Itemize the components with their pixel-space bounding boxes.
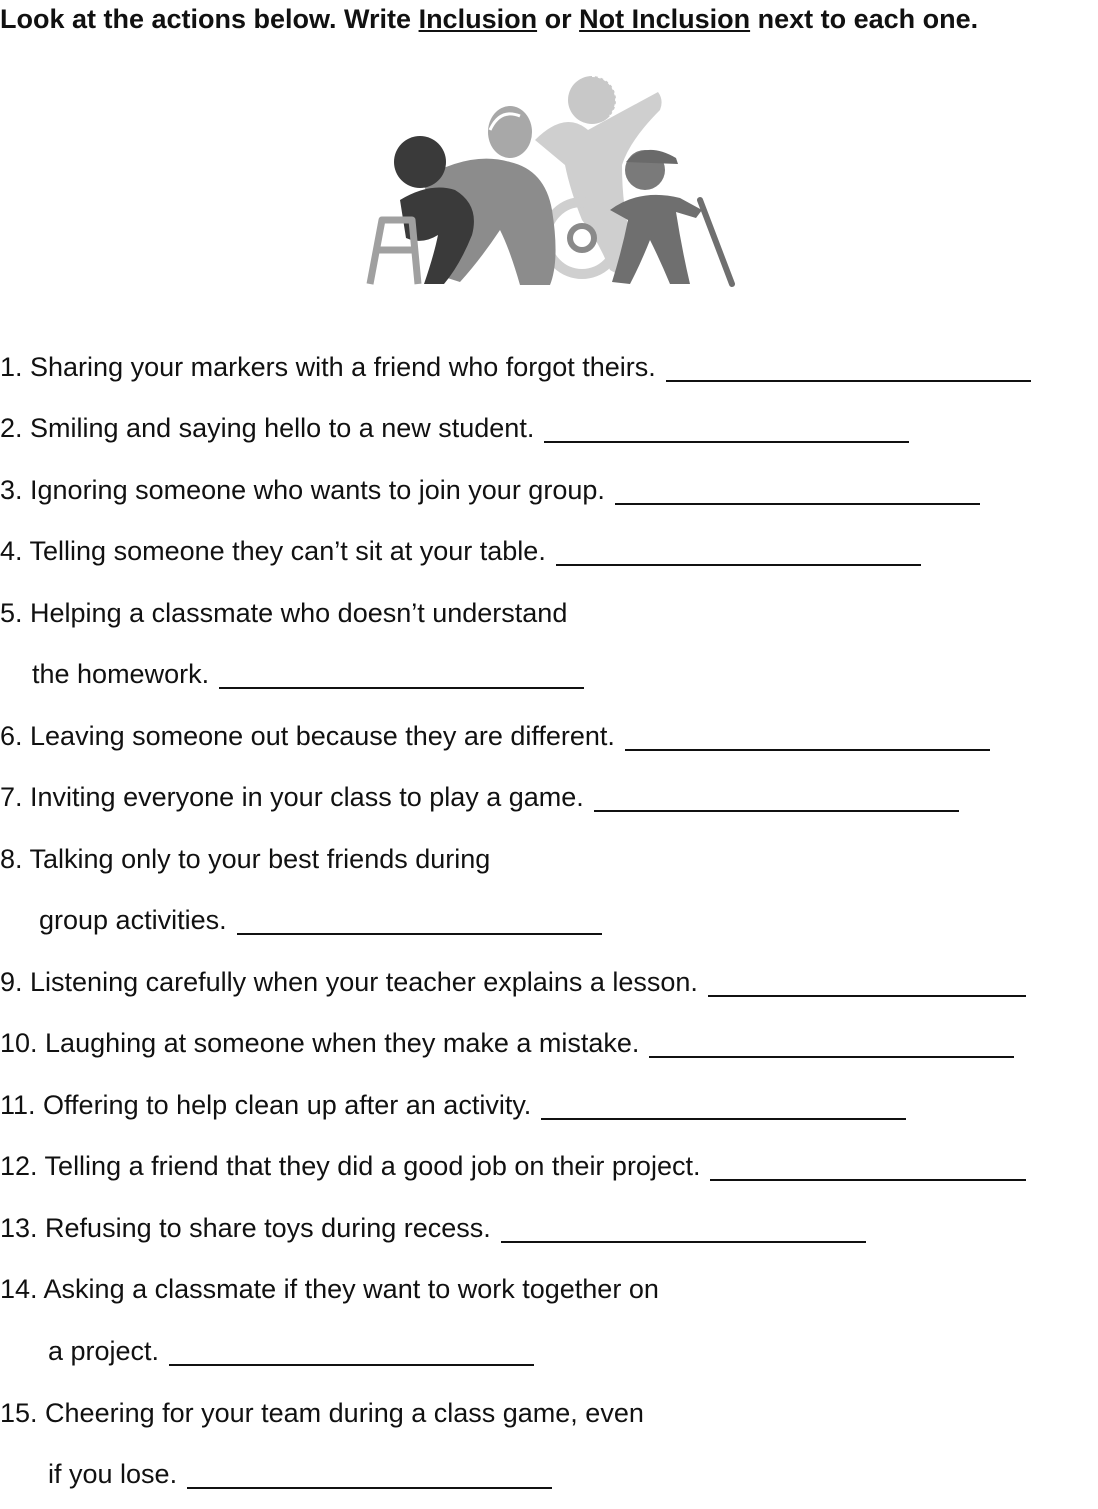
question-text: 12. Telling a friend that they did a good job on their project. xyxy=(0,1151,701,1181)
question-text: 11. Offering to help clean up after an activity. xyxy=(0,1090,532,1120)
question-8 xyxy=(0,842,490,876)
answer-blank-9[interactable] xyxy=(708,995,1026,997)
answer-blank-15[interactable] xyxy=(187,1487,552,1489)
answer-blank-14[interactable] xyxy=(169,1364,534,1366)
question-1 xyxy=(0,350,1031,384)
instructions-part1: Look at the actions below. Write xyxy=(0,4,419,34)
answer-blank-4[interactable] xyxy=(556,564,921,566)
question-text: 15. Cheering for your team during a class game, even xyxy=(0,1398,644,1428)
question-8-continued xyxy=(39,903,602,937)
question-text: 10. Laughing at someone when they make a mistake. xyxy=(0,1028,640,1058)
answer-blank-6[interactable] xyxy=(625,749,990,751)
question-3 xyxy=(0,473,980,507)
question-15-continued xyxy=(48,1457,552,1491)
question-9 xyxy=(0,965,1026,999)
answer-blank-12[interactable] xyxy=(710,1179,1026,1181)
question-11 xyxy=(0,1088,906,1122)
question-5 xyxy=(0,596,567,630)
answer-blank-1[interactable] xyxy=(666,380,1031,382)
question-14 xyxy=(0,1272,659,1306)
figure-head-dark xyxy=(394,136,446,188)
instructions-part2: next to each one. xyxy=(750,4,979,34)
answer-blank-8[interactable] xyxy=(237,933,602,935)
instructions-or: or xyxy=(537,4,580,34)
question-text: the homework. xyxy=(32,659,210,689)
question-text: 14. Asking a classmate if they want to work together on xyxy=(0,1274,659,1304)
not-inclusion-word: Not Inclusion xyxy=(579,4,751,34)
answer-blank-10[interactable] xyxy=(649,1056,1014,1058)
answer-blank-11[interactable] xyxy=(541,1118,906,1120)
question-text: 1. Sharing your markers with a friend who forgot theirs. xyxy=(0,352,656,382)
question-text: 3. Ignoring someone who wants to join your group. xyxy=(0,475,605,505)
question-7 xyxy=(0,780,959,814)
question-text: 8. Talking only to your best friends during xyxy=(0,844,491,874)
question-text: 9. Listening carefully when your teacher explains a lesson. xyxy=(0,967,698,997)
question-15 xyxy=(0,1396,644,1430)
question-14-continued xyxy=(48,1334,534,1368)
inclusion-people-icon xyxy=(360,70,740,292)
question-text: 5. Helping a classmate who doesn’t understand xyxy=(0,598,568,628)
question-2 xyxy=(0,411,909,445)
question-text: 13. Refusing to share toys during recess. xyxy=(0,1213,491,1243)
answer-blank-13[interactable] xyxy=(501,1241,866,1243)
question-12 xyxy=(0,1149,1026,1183)
inclusion-word: Inclusion xyxy=(418,4,538,34)
answer-blank-5[interactable] xyxy=(219,687,584,689)
question-text: group activities. xyxy=(39,905,227,935)
instructions-heading xyxy=(0,4,978,35)
question-text: a project. xyxy=(48,1336,160,1366)
question-5-continued xyxy=(32,657,584,691)
question-10 xyxy=(0,1026,1014,1060)
question-text: 2. Smiling and saying hello to a new student. xyxy=(0,413,535,443)
answer-blank-2[interactable] xyxy=(544,441,909,443)
question-text: 6. Leaving someone out because they are different. xyxy=(0,721,615,751)
question-text: 4. Telling someone they can’t sit at your table. xyxy=(0,536,546,566)
walker-frame xyxy=(370,220,418,284)
question-13 xyxy=(0,1211,866,1245)
question-6 xyxy=(0,719,990,753)
question-text: 7. Inviting everyone in your class to play a game. xyxy=(0,782,584,812)
figure-body-child xyxy=(610,195,702,284)
cane xyxy=(700,200,732,284)
answer-blank-3[interactable] xyxy=(615,503,980,505)
answer-blank-7[interactable] xyxy=(594,810,959,812)
question-4 xyxy=(0,534,921,568)
question-text: if you lose. xyxy=(48,1459,178,1489)
